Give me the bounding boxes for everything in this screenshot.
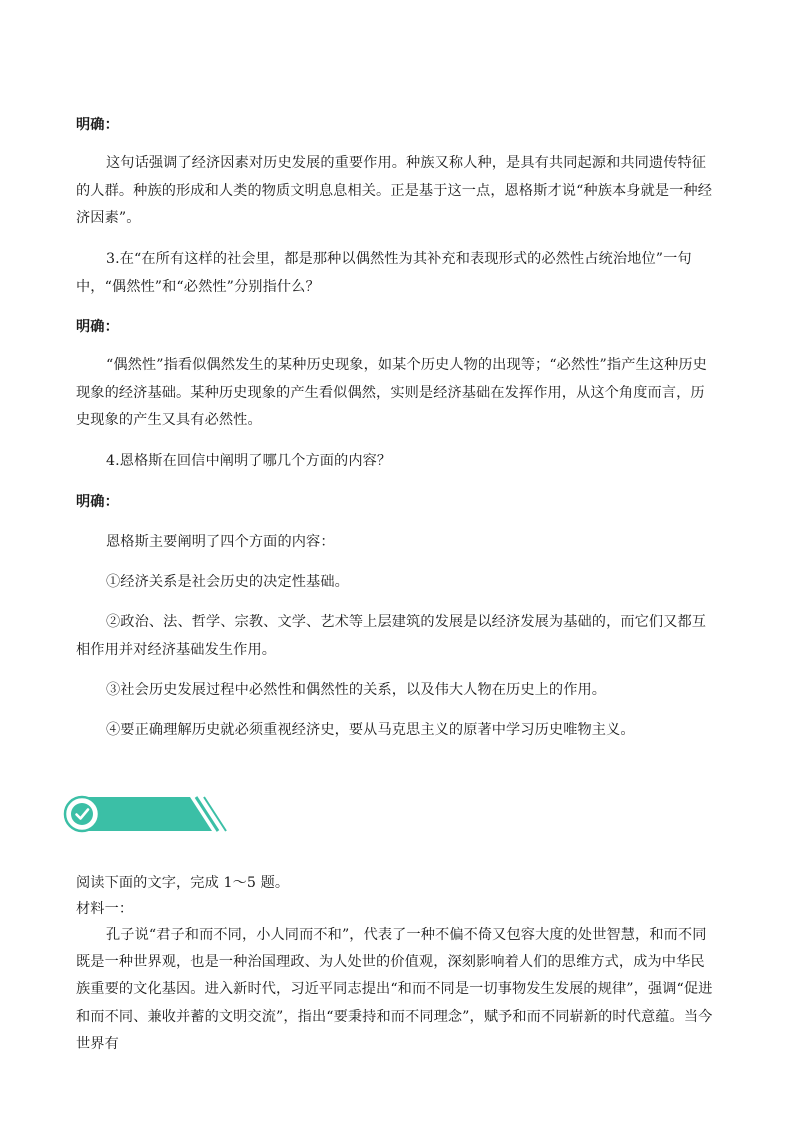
answer-paragraph: 这句话强调了经济因素对历史发展的重要作用。种族又称人种，是具有共同起源和共同遗传特征的人群。种族的形成和人类的物质文明息息相关。正是基于这一点，恩格斯才说“种族本身就是一种经济因素”。 — [76, 155, 713, 226]
answer-label: 明确： — [76, 319, 119, 335]
question-paragraph: 4.恩格斯在回信中阐明了哪几个方面的内容？ — [106, 453, 392, 469]
answer-label: 明确： — [76, 494, 119, 510]
section-banner — [62, 794, 232, 834]
check-badge-icon — [65, 797, 99, 831]
list-item: ①经济关系是社会历史的决定性基础。 — [106, 574, 349, 590]
answer-paragraph: “偶然性”指看似偶然发生的某种历史现象，如某个历史人物的出现等；“必然性”指产生这种历史现象的经济基础。某种历史现象的产生看似偶然，实则是经济基础在发挥作用，从这个角度而言，历史现象的产生又具有必然性。 — [76, 357, 707, 428]
material-label: 材料一： — [76, 901, 134, 917]
answer-label: 明确： — [76, 117, 119, 133]
instruction-text: 阅读下面的文字，完成 1～5 题。 — [76, 875, 290, 891]
list-item: ②政治、法、哲学、宗教、文学、艺术等上层建筑的发展是以经济发展为基础的，而它们又都互相作用并对经济基础发生作用。 — [76, 614, 707, 658]
question-paragraph: 3.在“在所有这样的社会里，都是那种以偶然性为其补充和表现形式的必然性占统治地位”一句中，“偶然性”和“必然性”分别指什么？ — [76, 251, 692, 295]
answer-intro: 恩格斯主要阐明了四个方面的内容： — [106, 534, 335, 550]
list-item: ④要正确理解历史就必须重视经济史，要从马克思主义的原著中学习历史唯物主义。 — [106, 722, 635, 738]
list-item: ③社会历史发展过程中必然性和偶然性的关系，以及伟大人物在历史上的作用。 — [106, 682, 607, 698]
material-paragraph: 孔子说“君子和而不同，小人同而不和”，代表了一种不偏不倚又包容大度的处世智慧，和而不同既是一种世界观，也是一种治国理政、为人处世的价值观，深刻影响着人们的思维方式，成为中华民族重要的文化基因。进入新时代，习近平同志提出“和而不同是一切事物发生发展的规律”，强调“促进和而不同、兼收并蓄的文明交流”，指出“要秉持和而不同理念”，赋予和而不同崭新的时代意蕴。当今世界有 — [76, 927, 713, 1052]
